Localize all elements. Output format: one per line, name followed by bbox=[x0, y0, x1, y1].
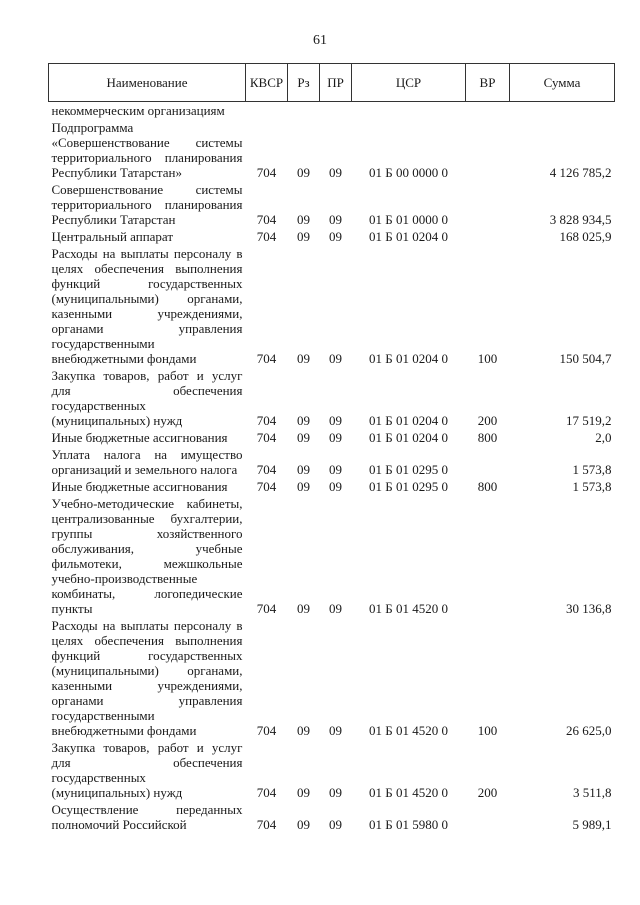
cell-sum: 2,0 bbox=[595, 430, 612, 445]
name-line: Подпрограмма bbox=[51, 120, 134, 135]
cell-name bbox=[49, 245, 246, 367]
name-line: некоммерческим организациям bbox=[51, 103, 225, 118]
header-pr: ПР bbox=[320, 64, 352, 102]
table-row bbox=[49, 446, 615, 478]
cell-vr bbox=[466, 102, 510, 120]
table-row bbox=[49, 495, 615, 617]
name-line: казенными учреждениями, bbox=[51, 306, 243, 321]
cell-vr bbox=[466, 119, 510, 181]
name-line: территориального планирования bbox=[51, 197, 243, 212]
cell-sum: 17 519,2 bbox=[566, 413, 612, 428]
cell-name bbox=[49, 495, 246, 617]
cell-pr: 09 bbox=[329, 723, 342, 738]
cell-pr: 09 bbox=[329, 229, 342, 244]
table-row bbox=[49, 429, 615, 446]
cell-rz: 09 bbox=[297, 212, 310, 227]
name-line: Иные бюджетные ассигнования bbox=[51, 479, 228, 494]
name-line: функций государственных bbox=[51, 276, 243, 291]
cell-kvsr: 704 bbox=[256, 351, 277, 366]
cell-vr bbox=[466, 801, 510, 833]
cell-csr: 01 Б 01 0204 0 bbox=[369, 351, 448, 366]
cell-csr: 01 Б 01 0295 0 bbox=[369, 462, 448, 477]
name-line: Республики Татарстан» bbox=[51, 165, 182, 180]
cell-sum: 4 126 785,2 bbox=[549, 165, 612, 180]
cell-name bbox=[49, 228, 246, 245]
header-name: Наименование bbox=[49, 64, 246, 102]
name-line: Закупка товаров, работ и услуг bbox=[51, 368, 243, 383]
cell-rz: 09 bbox=[297, 479, 310, 494]
cell-name bbox=[49, 446, 246, 478]
cell-pr: 09 bbox=[329, 351, 342, 366]
cell-sum: 26 625,0 bbox=[566, 723, 612, 738]
name-line: Иные бюджетные ассигнования bbox=[51, 430, 228, 445]
name-line: централизованные бухгалтерии, bbox=[51, 511, 243, 526]
name-line: «Совершенствование системы bbox=[51, 135, 243, 150]
name-line: Республики Татарстан bbox=[51, 212, 176, 227]
cell-pr: 09 bbox=[329, 601, 342, 616]
cell-name bbox=[49, 102, 246, 120]
cell-name bbox=[49, 181, 246, 228]
table-row bbox=[49, 102, 615, 120]
cell-vr bbox=[466, 495, 510, 617]
name-line: Закупка товаров, работ и услуг bbox=[51, 740, 243, 755]
cell-name bbox=[49, 739, 246, 801]
cell-csr bbox=[352, 102, 466, 120]
header-vr: ВР bbox=[466, 64, 510, 102]
name-line: казенными учреждениями, bbox=[51, 678, 243, 693]
cell-kvsr: 704 bbox=[256, 785, 277, 800]
cell-csr: 01 Б 01 0204 0 bbox=[369, 430, 448, 445]
cell-kvsr: 704 bbox=[256, 212, 277, 227]
cell-kvsr: 704 bbox=[256, 817, 277, 832]
cell-name bbox=[49, 617, 246, 739]
name-line: государственных bbox=[51, 398, 146, 413]
cell-kvsr: 704 bbox=[256, 601, 277, 616]
name-line: внебюджетными фондами bbox=[51, 351, 197, 366]
table-row bbox=[49, 119, 615, 181]
table-row bbox=[49, 367, 615, 429]
cell-rz: 09 bbox=[297, 430, 310, 445]
cell-sum: 3 828 934,5 bbox=[549, 212, 612, 227]
name-line: функций государственных bbox=[51, 648, 243, 663]
table-row bbox=[49, 617, 615, 739]
cell-sum: 3 511,8 bbox=[572, 785, 612, 800]
name-line: целях обеспечения выполнения bbox=[51, 261, 243, 276]
cell-csr: 01 Б 01 5980 0 bbox=[369, 817, 448, 832]
cell-vr: 200 bbox=[477, 785, 498, 800]
cell-kvsr: 704 bbox=[256, 430, 277, 445]
name-line: для обеспечения bbox=[51, 383, 243, 398]
cell-vr bbox=[466, 181, 510, 228]
cell-csr: 01 Б 01 0000 0 bbox=[369, 212, 448, 227]
cell-name bbox=[49, 478, 246, 495]
cell-rz: 09 bbox=[297, 723, 310, 738]
cell-rz: 09 bbox=[297, 413, 310, 428]
cell-pr: 09 bbox=[329, 462, 342, 477]
name-line: организаций и земельного налога bbox=[51, 462, 238, 477]
cell-sum: 1 573,8 bbox=[572, 462, 612, 477]
cell-csr: 01 Б 01 0204 0 bbox=[369, 413, 448, 428]
name-line: учебно-производственные bbox=[51, 571, 198, 586]
cell-pr: 09 bbox=[329, 212, 342, 227]
table-row bbox=[49, 228, 615, 245]
cell-rz: 09 bbox=[297, 601, 310, 616]
name-line: для обеспечения bbox=[51, 755, 243, 770]
cell-rz: 09 bbox=[297, 351, 310, 366]
cell-kvsr: 704 bbox=[256, 413, 277, 428]
cell-kvsr: 704 bbox=[256, 479, 277, 494]
cell-pr: 09 bbox=[329, 479, 342, 494]
table-row bbox=[49, 739, 615, 801]
name-line: целях обеспечения выполнения bbox=[51, 633, 243, 648]
cell-vr: 100 bbox=[477, 351, 498, 366]
cell-rz: 09 bbox=[297, 462, 310, 477]
name-line: Совершенствование системы bbox=[51, 182, 243, 197]
cell-csr: 01 Б 01 0295 0 bbox=[369, 479, 448, 494]
cell-vr bbox=[466, 228, 510, 245]
cell-kvsr: 704 bbox=[256, 462, 277, 477]
name-line: (муниципальными) органами, bbox=[51, 663, 243, 678]
cell-pr: 09 bbox=[329, 785, 342, 800]
header-rz: Рз bbox=[288, 64, 320, 102]
cell-vr: 100 bbox=[477, 723, 498, 738]
cell-sum: 5 989,1 bbox=[572, 817, 612, 832]
name-line: (муниципальных) нужд bbox=[51, 785, 183, 800]
name-line: обслуживания, учебные bbox=[51, 541, 243, 556]
cell-vr: 800 bbox=[477, 479, 498, 494]
header-sum: Сумма bbox=[510, 64, 615, 102]
name-line: Осуществление переданных bbox=[51, 802, 243, 817]
table-row bbox=[49, 181, 615, 228]
name-line: Центральный аппарат bbox=[51, 229, 174, 244]
cell-name bbox=[49, 801, 246, 833]
name-line: фильмотеки, межшкольные bbox=[51, 556, 243, 571]
name-line: полномочий Российской bbox=[51, 817, 187, 832]
cell-kvsr: 704 bbox=[256, 723, 277, 738]
cell-csr: 01 Б 00 0000 0 bbox=[369, 165, 448, 180]
cell-sum: 30 136,8 bbox=[566, 601, 612, 616]
name-line: органами управления bbox=[51, 693, 243, 708]
header-csr: ЦСР bbox=[352, 64, 466, 102]
cell-csr: 01 Б 01 4520 0 bbox=[369, 785, 448, 800]
name-line: государственными bbox=[51, 708, 155, 723]
cell-sum: 150 504,7 bbox=[559, 351, 612, 366]
cell-name bbox=[49, 429, 246, 446]
cell-sum: 1 573,8 bbox=[572, 479, 612, 494]
name-line: пункты bbox=[51, 601, 93, 616]
budget-table bbox=[48, 63, 615, 833]
table-row bbox=[49, 478, 615, 495]
name-line: органами управления bbox=[51, 321, 243, 336]
name-line: Уплата налога на имущество bbox=[51, 447, 243, 462]
cell-rz bbox=[288, 102, 320, 120]
cell-vr: 200 bbox=[477, 413, 498, 428]
name-line: комбинаты, логопедические bbox=[51, 586, 243, 601]
name-line: (муниципальными) органами, bbox=[51, 291, 243, 306]
cell-name bbox=[49, 367, 246, 429]
cell-kvsr: 704 bbox=[256, 165, 277, 180]
cell-kvsr: 704 bbox=[256, 229, 277, 244]
name-line: Учебно-методические кабинеты, bbox=[51, 496, 243, 511]
cell-csr: 01 Б 01 4520 0 bbox=[369, 723, 448, 738]
cell-pr: 09 bbox=[329, 413, 342, 428]
name-line: Расходы на выплаты персоналу в bbox=[51, 618, 243, 633]
cell-rz: 09 bbox=[297, 785, 310, 800]
cell-rz: 09 bbox=[297, 817, 310, 832]
name-line: Расходы на выплаты персоналу в bbox=[51, 246, 243, 261]
name-line: территориального планирования bbox=[51, 150, 243, 165]
name-line: (муниципальных) нужд bbox=[51, 413, 183, 428]
table-row bbox=[49, 801, 615, 833]
name-line: группы хозяйственного bbox=[51, 526, 243, 541]
table-header bbox=[49, 64, 615, 102]
cell-sum: 168 025,9 bbox=[559, 229, 612, 244]
cell-kvsr bbox=[246, 102, 288, 120]
name-line: государственными bbox=[51, 336, 155, 351]
cell-csr: 01 Б 01 4520 0 bbox=[369, 601, 448, 616]
cell-pr: 09 bbox=[329, 165, 342, 180]
page-number: 61 bbox=[313, 33, 327, 48]
name-line: внебюджетными фондами bbox=[51, 723, 197, 738]
table-body bbox=[49, 102, 615, 834]
cell-vr: 800 bbox=[477, 430, 498, 445]
cell-vr bbox=[466, 446, 510, 478]
cell-rz: 09 bbox=[297, 229, 310, 244]
cell-pr: 09 bbox=[329, 817, 342, 832]
table-row bbox=[49, 245, 615, 367]
header-kvsr: КВСР bbox=[246, 64, 288, 102]
cell-sum bbox=[510, 102, 615, 120]
cell-rz: 09 bbox=[297, 165, 310, 180]
cell-pr bbox=[320, 102, 352, 120]
cell-csr: 01 Б 01 0204 0 bbox=[369, 229, 448, 244]
name-line: государственных bbox=[51, 770, 146, 785]
cell-pr: 09 bbox=[329, 430, 342, 445]
cell-name bbox=[49, 119, 246, 181]
